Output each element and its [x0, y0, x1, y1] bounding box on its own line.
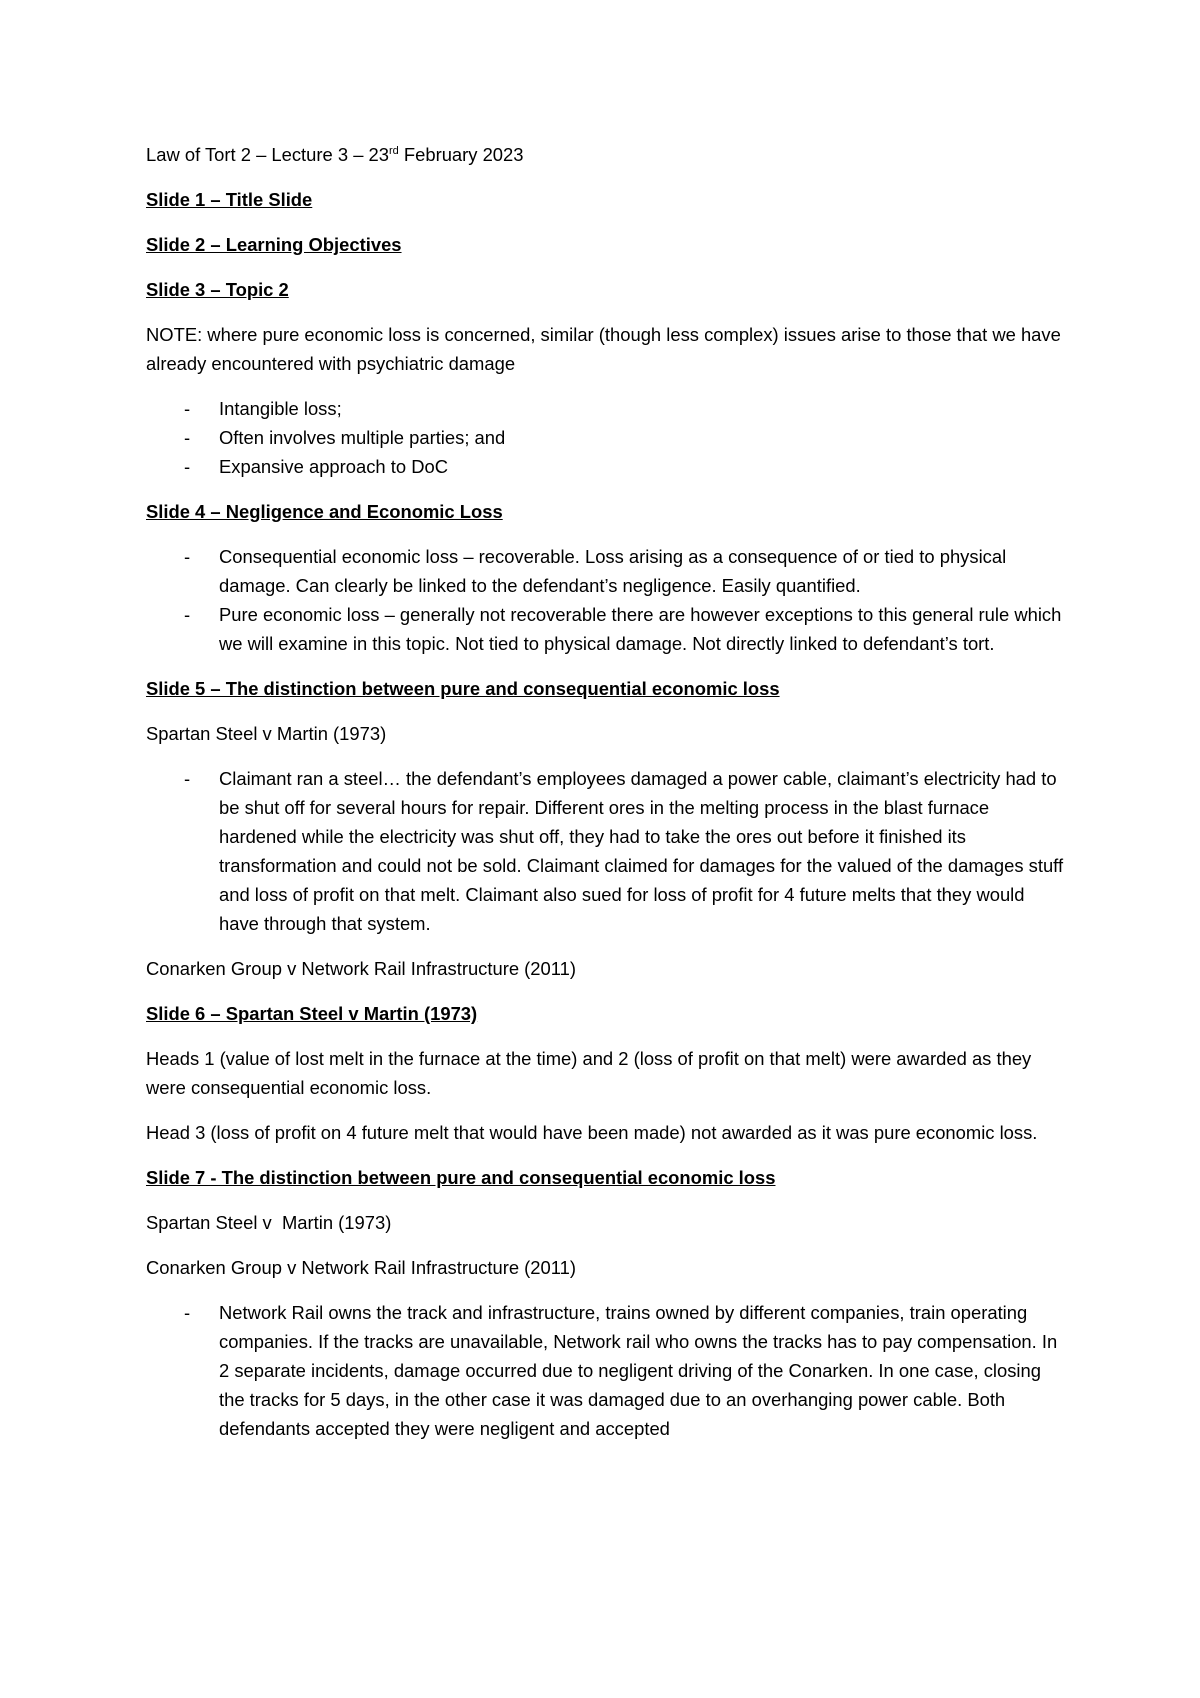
dash-bullet: - [184, 1302, 191, 1323]
list-item [146, 600, 1066, 658]
slide-6-paragraph-2: Head 3 (loss of profit on 4 future melt that would have been made) not awarded as it was pure economic loss. [146, 1122, 1038, 1143]
slide-5-list [146, 764, 1066, 938]
slide-1-heading: Slide 1 – Title Slide [146, 189, 313, 210]
list-item [146, 394, 1066, 423]
list-item-text: Expansive approach to DoC [219, 456, 448, 477]
slide-2-heading: Slide 2 – Learning Objectives [146, 234, 402, 255]
slide-5-heading: Slide 5 – The distinction between pure and consequential economic loss [146, 678, 780, 699]
title-text: Law of Tort 2 – Lecture 3 – 23 [146, 144, 389, 165]
title-ordinal-suffix: rd [388, 144, 399, 157]
document-title [146, 140, 1066, 169]
slide-5-case-conarken: Conarken Group v Network Rail Infrastructure (2011) [146, 958, 576, 979]
slide-7-case-conarken: Conarken Group v Network Rail Infrastructure (2011) [146, 1257, 576, 1278]
list-item [146, 542, 1066, 600]
list-item [146, 1298, 1066, 1443]
slide-3-list [146, 394, 1066, 481]
list-item-text: Pure economic loss – generally not recoverable there are however exceptions to this general rule which we will examine in this topic. Not tied to physical damage. Not directly linked to defendant’s tort. [219, 604, 1062, 654]
list-item-text: Often involves multiple parties; and [219, 427, 506, 448]
list-item [146, 452, 1066, 481]
list-item-text: Claimant ran a steel… the defendant’s employees damaged a power cable, claimant’s electricity had to be shut off for several hours for repair. Different ores in the melting process in the blast furnace hardened while the electricity was shut off, they had to take the ores out before it finished its transformation and could not be sold. Claimant claimed for damages for the valued of the damages stuff and loss of profit on that melt. Claimant also sued for loss of profit for 4 future melts that they would have through that system. [219, 768, 1064, 934]
slide-4-list [146, 542, 1066, 658]
document-page [146, 140, 1066, 1459]
title-date-text: February 2023 [398, 144, 524, 165]
list-item-text: Intangible loss; [219, 398, 342, 419]
list-item-text: Network Rail owns the track and infrastructure, trains owned by different companies, train operating companies. If the tracks are unavailable, Network rail who owns the tracks has to pay compensation. In 2 separate incidents, damage occurred due to negligent driving of the Conarken. In one case, closing the tracks for 5 days, in the other case it was damaged due to an overhanging power cable. Both defendants accepted they were negligent and accepted [219, 1302, 1058, 1439]
list-item-text: Consequential economic loss – recoverable. Loss arising as a consequence of or tied to physical damage. Can clearly be linked to the defendant’s negligence. Easily quantified. [219, 546, 1007, 596]
slide-7-list [146, 1298, 1066, 1443]
dash-bullet: - [184, 427, 191, 448]
list-item [146, 423, 1066, 452]
dash-bullet: - [184, 398, 191, 419]
slide-5-case-spartan: Spartan Steel v Martin (1973) [146, 723, 387, 744]
list-item [146, 764, 1066, 938]
slide-7-heading: Slide 7 - The distinction between pure and consequential economic loss [146, 1167, 776, 1188]
dash-bullet: - [184, 604, 191, 625]
dash-bullet: - [184, 456, 191, 477]
slide-7-case-spartan: Spartan Steel v Martin (1973) [146, 1212, 392, 1233]
slide-4-heading: Slide 4 – Negligence and Economic Loss [146, 501, 503, 522]
slide-6-heading: Slide 6 – Spartan Steel v Martin (1973) [146, 1003, 478, 1024]
dash-bullet: - [184, 768, 191, 789]
dash-bullet: - [184, 546, 191, 567]
slide-6-paragraph-1: Heads 1 (value of lost melt in the furnace at the time) and 2 (loss of profit on that melt) were awarded as they were consequential economic loss. [146, 1048, 1032, 1098]
slide-3-note: NOTE: where pure economic loss is concerned, similar (though less complex) issues arise to those that we have already encountered with psychiatric damage [146, 324, 1061, 374]
slide-3-heading: Slide 3 – Topic 2 [146, 279, 289, 300]
